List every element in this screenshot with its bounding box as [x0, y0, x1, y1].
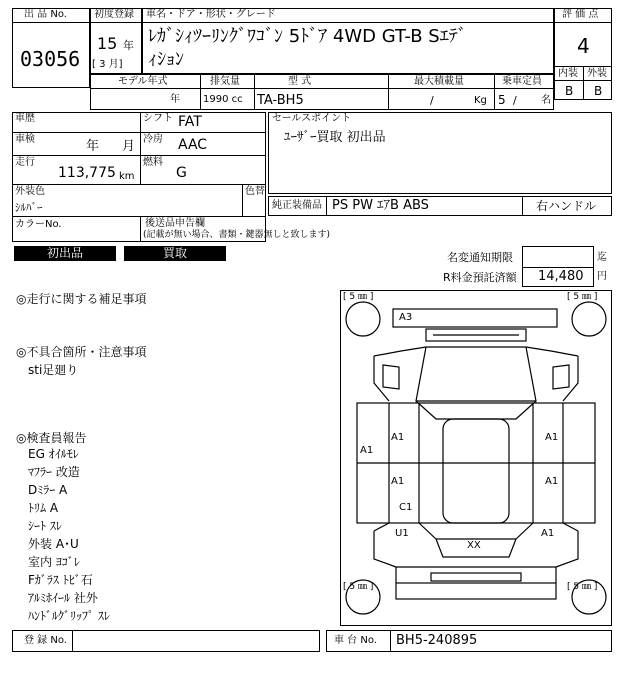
- capacity-label: 乗車定員: [502, 76, 542, 87]
- mark-right-rear-door: A1: [545, 476, 559, 487]
- model-year-label: モデル年式: [118, 76, 168, 87]
- color-change-label: 色替: [245, 186, 265, 197]
- first-reg-year: 15: [97, 34, 118, 53]
- mark-left-rear-door: A1: [391, 476, 405, 487]
- sales-point-box: [268, 112, 612, 194]
- interior-label: 内装: [558, 68, 578, 79]
- equipment-value: PS PW ｴｱB ABS: [332, 198, 429, 213]
- history-label: 車歴: [15, 113, 35, 124]
- lot-no-divider: [12, 22, 90, 23]
- mark-quarter-u: U1: [395, 528, 409, 539]
- mileage-label: 走行: [15, 157, 35, 168]
- chassis-divider: [390, 630, 391, 652]
- inspector-line: EG ｵｲﾙﾓﾚ: [28, 447, 79, 461]
- exterior-grade: B: [594, 84, 603, 98]
- reg-no-divider: [72, 630, 73, 652]
- ac-label: 冷房: [143, 134, 163, 145]
- details-v3: [140, 216, 141, 242]
- shift-label: シフト: [143, 113, 173, 124]
- load-label: 最大積載量: [414, 76, 464, 87]
- tire-depth-top-left: [ 5 ㎜ ]: [343, 292, 374, 302]
- fuel-label: 燃料: [143, 157, 163, 168]
- car-name-line1: ﾚｶﾞｼｨﾂｰﾘﾝｸﾞﾜｺﾞﾝ 5ﾄﾞｱ 4WD GT-B Sｴﾃﾞ: [148, 26, 467, 47]
- inspection-year: 年: [86, 139, 100, 154]
- car-diagram-drawing: [341, 291, 611, 625]
- tire-depth-bottom-right: [ 5 ㎜ ]: [567, 582, 598, 592]
- equipment-div2: [522, 196, 523, 216]
- spec-col4: [494, 74, 495, 110]
- exterior-label: 外装: [587, 68, 607, 79]
- first-reg-divider: [90, 22, 142, 23]
- inspector-line: 外装 A･U: [28, 537, 79, 551]
- spec-col2: [254, 74, 255, 110]
- chassis-label: 車 台 No.: [334, 635, 377, 646]
- load-value: /: [430, 94, 434, 107]
- chassis-value: BH5-240895: [396, 633, 478, 648]
- shift-value: FAT: [178, 114, 202, 130]
- details-v2: [242, 184, 243, 216]
- sales-point-value: ﾕｰｻﾞｰ買取 初出品: [284, 130, 386, 145]
- purchase-badge: 買取: [124, 246, 226, 261]
- inspector-line: ｼｰﾄ ｽﾚ: [28, 519, 62, 533]
- car-name-line2: ｨｼｮﾝ: [148, 49, 184, 70]
- displacement-value: 1990 cc: [203, 94, 243, 105]
- name-change-box: [522, 246, 594, 268]
- interior-grade: B: [565, 84, 574, 98]
- inspector-line: ﾊﾝﾄﾞﾙｸﾞﾘｯﾌﾟ ｽﾚ: [28, 609, 110, 623]
- mark-left-front-fender: A1: [360, 445, 374, 456]
- model-divider: [142, 22, 554, 23]
- color-label: 外装色: [15, 186, 45, 197]
- equipment-div1: [326, 196, 327, 216]
- inspector-line: ﾄﾘﾑ A: [28, 501, 59, 515]
- lot-no-value: 03056: [20, 47, 81, 71]
- mark-right-front-fender: A1: [545, 432, 559, 443]
- score-label: 評 価 点: [562, 9, 599, 20]
- inspector-line: ｱﾙﾐﾎｲｰﾙ 社外: [28, 591, 98, 605]
- model-year-unit: 年: [170, 94, 180, 105]
- car-diagram: [340, 290, 612, 626]
- score-value: 4: [577, 34, 590, 58]
- defect-remarks-title: ◎不具合箇所・注意事項: [16, 345, 147, 359]
- grade-divider-v: [583, 66, 584, 100]
- type-value: TA-BH5: [257, 93, 304, 108]
- inspector-line: Fｶﾞﾗｽ ﾄﾋﾞ石: [28, 573, 93, 587]
- ac-value: AAC: [178, 137, 208, 153]
- type-label: 型 式: [288, 76, 312, 87]
- inspector-line: ﾏﾌﾗｰ 改造: [28, 465, 80, 479]
- color-no-label: カラーNo.: [15, 219, 62, 230]
- load-unit: Kg: [474, 95, 487, 106]
- mark-left-front-door: A1: [391, 432, 405, 443]
- score-divider: [554, 22, 612, 23]
- displacement-label: 排気量: [210, 76, 240, 87]
- handle-value: 右ハンドル: [536, 199, 597, 213]
- equipment-label: 純正装備品: [272, 200, 322, 211]
- tire-depth-top-right: [ 5 ㎜ ]: [567, 292, 598, 302]
- capacity-sep: /: [513, 94, 517, 107]
- name-change-unit: 迄: [597, 252, 607, 263]
- details-h1: [12, 132, 266, 133]
- details-h2: [12, 155, 266, 156]
- lot-no-label: 出 品 No.: [24, 9, 67, 20]
- first-listing-badge: 初出品: [14, 246, 116, 261]
- fuel-value: G: [176, 165, 187, 181]
- mark-rear-glass: XX: [467, 540, 481, 551]
- capacity-unit: 名: [541, 95, 551, 106]
- docs-label: 後送品申告欄: [145, 218, 205, 229]
- spec-row-mid: [90, 88, 554, 89]
- recycle-label: R料金預託済額: [443, 271, 517, 284]
- color-value: ｼﾙﾊﾞｰ: [15, 201, 43, 214]
- inspector-line: Dﾐﾗｰ A: [28, 483, 68, 497]
- inspector-line: 室内 ﾖｺﾞﾚ: [28, 555, 80, 569]
- recycle-value: 14,480: [538, 269, 584, 284]
- mark-front-bumper: A3: [399, 312, 413, 323]
- recycle-unit: 円: [597, 271, 607, 282]
- inspection-label: 車検: [15, 134, 35, 145]
- docs-note: (記載が無い場合、書類・鍵器無しと致します): [143, 230, 331, 240]
- model-label: 車名・ドア・形状・グレード: [146, 9, 276, 20]
- spec-col1: [200, 74, 201, 110]
- defect-line: sti足廻り: [28, 363, 79, 377]
- mark-right-rear-fender: A1: [541, 528, 555, 539]
- details-v1: [140, 112, 141, 184]
- mark-quarter-c: C1: [399, 502, 413, 513]
- first-reg-month: [ 3 月]: [92, 59, 123, 70]
- tire-depth-bottom-left: [ 5 ㎜ ]: [343, 582, 374, 592]
- details-h3: [12, 184, 266, 185]
- first-reg-label: 初度登録: [94, 9, 134, 20]
- sales-point-label: セールスポイント: [272, 113, 352, 124]
- spec-col3: [388, 74, 389, 110]
- first-reg-year-unit: 年: [123, 39, 134, 52]
- inspection-month: 月: [122, 139, 136, 154]
- inspector-report-title: ◎検査員報告: [16, 431, 87, 445]
- name-change-label: 名変通知期限: [447, 251, 513, 264]
- mileage-value: 113,775: [58, 165, 116, 181]
- mileage-unit: km: [119, 171, 135, 182]
- reg-no-label: 登 録 No.: [24, 635, 67, 646]
- capacity-value: 5: [498, 93, 506, 107]
- driving-remarks-title: ◎走行に関する補足事項: [16, 292, 147, 306]
- details-h4: [12, 216, 266, 217]
